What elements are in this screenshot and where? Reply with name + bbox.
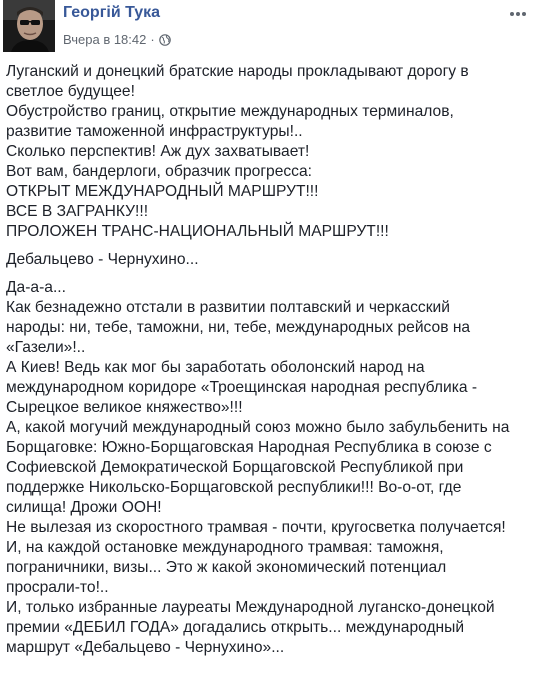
paragraph-gap <box>6 242 532 250</box>
author-avatar[interactable] <box>3 0 55 52</box>
post-text-line: светлое будущее! <box>6 83 135 100</box>
post-text-line: Дебальцево - Чернухино... <box>6 251 199 268</box>
globe-icon[interactable] <box>159 34 171 46</box>
post-text-line: И, только избранные лауреаты Международной луганско-донецкой <box>6 599 495 616</box>
post-text-line: международном коридоре «Троещинская народная республика - <box>6 379 478 396</box>
more-options-icon[interactable] <box>508 8 528 20</box>
post-text-line: Сколько перспектив! Аж дух захватывает! <box>6 143 310 160</box>
post-text <box>6 62 532 658</box>
post-text-line: ПРОЛОЖЕН ТРАНС-НАЦИОНАЛЬНЫЙ МАРШРУТ!!! <box>6 223 389 240</box>
post-text-line: Борщаговке: Южно-Борщаговская Народная Республика в союзе с <box>6 439 492 456</box>
post-text-line: Вот вам, бандерлоги, образчик прогресса: <box>6 163 312 180</box>
post-text-line: Не вылезая из скоростного трамвая - почти, кругосветка получается! <box>6 519 506 536</box>
post-text-line: Как безнадежно отстали в развитии полтавский и черкасский <box>6 299 450 316</box>
post-text-line: силища! Дрожи ООН! <box>6 499 162 516</box>
post-header <box>0 0 535 56</box>
post-text-line: И, на каждой остановке международного трамвая: таможня, <box>6 539 444 556</box>
post-text-line: премии «ДЕБИЛ ГОДА» догадались открыть... международный <box>6 619 465 636</box>
post-text-line: просрали-то!.. <box>6 579 109 596</box>
post-text-line: поддержке Никольско-Борщаговской республики!!! Во-о-от, где <box>6 479 462 496</box>
post-text-line: развитие таможенной инфраструктуры!.. <box>6 123 303 140</box>
post-text-line: Луганский и донецкий братские народы прокладывают дорогу в <box>6 63 469 80</box>
post-text-line: «Газели»!.. <box>6 339 86 356</box>
post-text-line: ОТКРЫТ МЕЖДУНАРОДНЫЙ МАРШРУТ!!! <box>6 183 319 200</box>
paragraph-gap <box>6 270 532 278</box>
author-name-link[interactable]: Георгій Тука <box>63 4 161 21</box>
post-text-line: маршрут «Дебальцево - Чернухино»... <box>6 639 285 656</box>
post-text-line: народы: ни, тебе, таможни, ни, тебе, международных рейсов на <box>6 319 471 336</box>
meta-separator: · <box>150 32 155 47</box>
post-timestamp[interactable]: Вчера в 18:42 <box>63 32 147 47</box>
post-text-line: Обустройство границ, открытие международных терминалов, <box>6 103 454 120</box>
post-text-line: Сырецкое великое княжество»!!! <box>6 399 243 416</box>
post-paragraph <box>6 278 532 658</box>
post-text-line: А, какой могучий международный союз можно было забульбенить на <box>6 419 510 436</box>
post-meta <box>63 32 171 47</box>
post-text-line: ВСЕ В ЗАГРАНКУ!!! <box>6 203 149 220</box>
avatar-photo <box>3 0 55 52</box>
post-text-line: пограничники, визы... Это ж какой экономический потенциал <box>6 559 447 576</box>
post-text-line: А Киев! Ведь как мог бы заработать оболонский народ на <box>6 359 425 376</box>
post-paragraph <box>6 250 532 270</box>
post-text-line: Да-а-а... <box>6 279 66 296</box>
post-paragraph <box>6 62 532 242</box>
post-text-line: Софиевской Демократической Борщаговской Республикой при <box>6 459 464 476</box>
